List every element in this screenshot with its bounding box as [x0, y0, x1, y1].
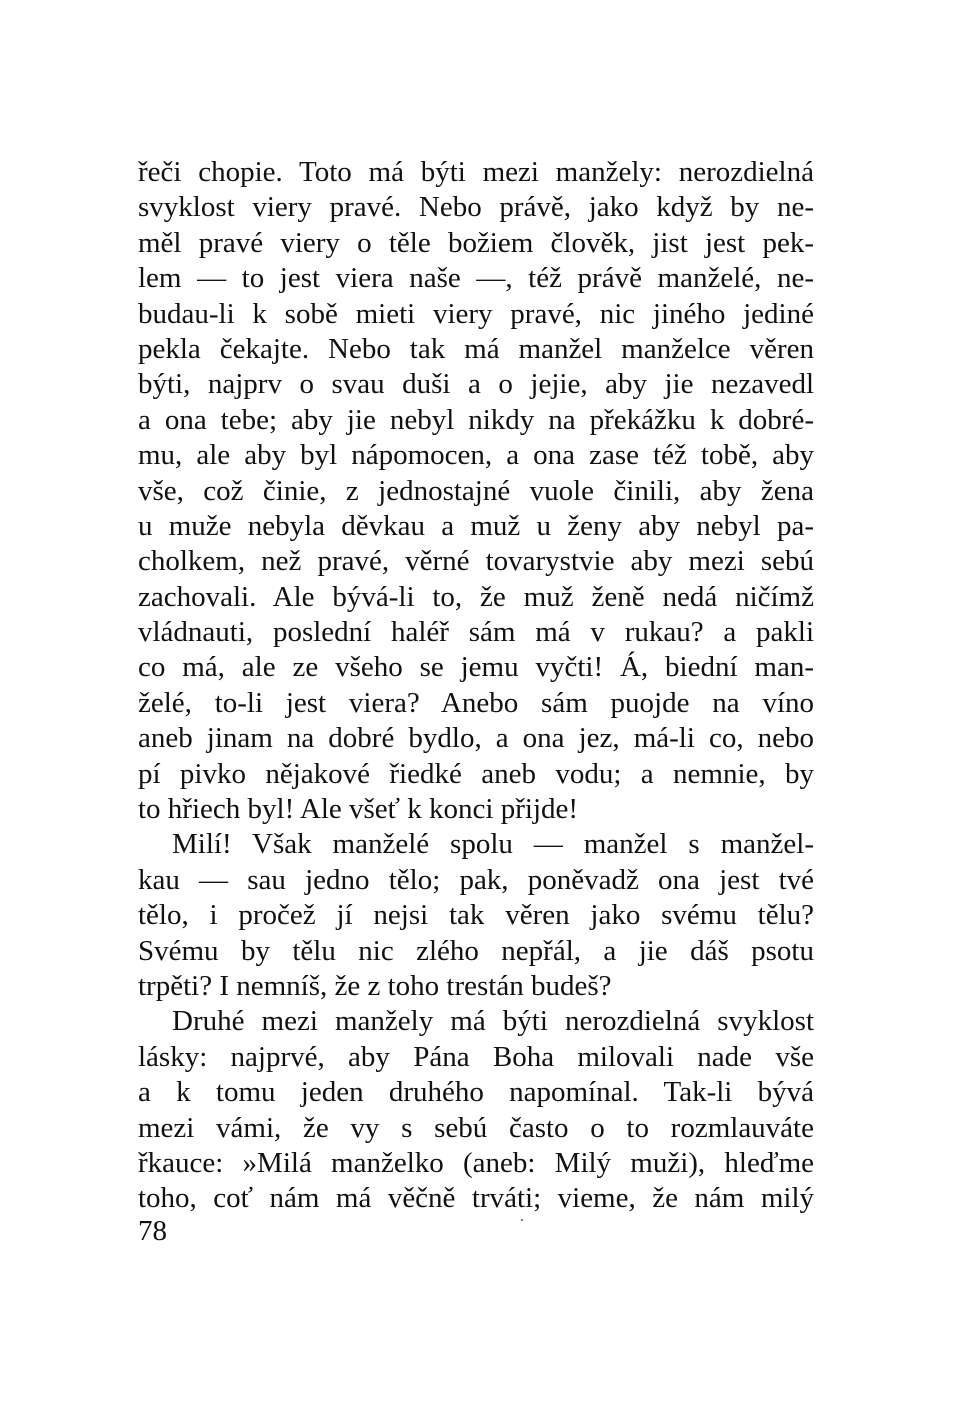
text-line: Svému by tělu nic zlého nepřál, a jie dáš psotu: [138, 934, 814, 967]
text-line: budau-li k sobě mieti viery pravé, nic jiného jediné: [138, 297, 814, 330]
text-line: co má, ale ze všeho se jemu vyčti! Á, biední man-: [138, 651, 814, 684]
print-speck: [521, 1219, 523, 1221]
text-line: měl pravé viery o těle božiem člověk, jist jest pek-: [138, 226, 814, 259]
body-text: [138, 155, 814, 1217]
text-line: svyklost viery pravé. Nebo právě, jako když by ne-: [138, 191, 814, 224]
text-line: zachovali. Ale bývá-li to, že muž ženě nedá ničímž: [138, 580, 814, 613]
text-line: mezi vámi, že vy s sebú často o to rozmlauváte: [138, 1111, 814, 1144]
text-line: řkauce: »Milá manželko (aneb: Milý muži), hleďme: [138, 1146, 814, 1179]
text-line: Druhé mezi manžely má býti nerozdielná svyklost: [172, 1005, 814, 1038]
text-line: toho, coť nám má věčně trváti; vieme, že nám milý: [138, 1182, 814, 1215]
text-line: vládnauti, poslední haléř sám má v rukau? a pakli: [138, 616, 814, 649]
text-line: pekla čekajte. Nebo tak má manžel manželce věren: [138, 332, 814, 365]
text-line: trpěti? I nemníš, že z toho trestán budeš?: [138, 969, 612, 1002]
text-line: vše, což činie, z jednostajné vuole činili, aby žena: [138, 474, 814, 507]
text-line: pí pivko nějakové řiedké aneb vodu; a nemnie, by: [138, 757, 814, 790]
text-line: kau — sau jedno tělo; pak, poněvadž ona jest tvé: [138, 863, 814, 896]
text-line: aneb jinam na dobré bydlo, a ona jez, má-li co, nebo: [138, 722, 814, 755]
text-line: a ona tebe; aby jie nebyl nikdy na překážku k dobré-: [138, 403, 814, 436]
text-line: cholkem, než pravé, věrné tovarystvie aby mezi sebú: [138, 545, 814, 578]
text-line: to hřiech byl! Ale všeť k konci přijde!: [138, 793, 579, 826]
text-line: u muže nebyla děvkau a muž u ženy aby nebyl pa-: [138, 509, 814, 542]
text-line: želé, to-li jest viera? Anebo sám puojde na víno: [138, 686, 814, 719]
text-line: lem — to jest viera naše —, též právě manželé, ne-: [138, 262, 814, 295]
text-line: tělo, i pročež jí nejsi tak věren jako svému tělu?: [138, 899, 814, 932]
text-line: řeči chopie. Toto má býti mezi manžely: nerozdielná: [138, 156, 814, 188]
text-line: lásky: najprvé, aby Pána Boha milovali nade vše: [138, 1040, 814, 1073]
text-line: Milí! Však manželé spolu — manžel s manžel-: [172, 828, 814, 861]
text-line: mu, ale aby byl nápomocen, a ona zase též tobě, aby: [138, 439, 814, 472]
text-line: a k tomu jeden druhého napomínal. Tak-li bývá: [138, 1076, 814, 1109]
page-number: 78: [138, 1215, 167, 1247]
text-line: býti, najprv o svau duši a o jejie, aby jie nezavedl: [138, 368, 814, 401]
